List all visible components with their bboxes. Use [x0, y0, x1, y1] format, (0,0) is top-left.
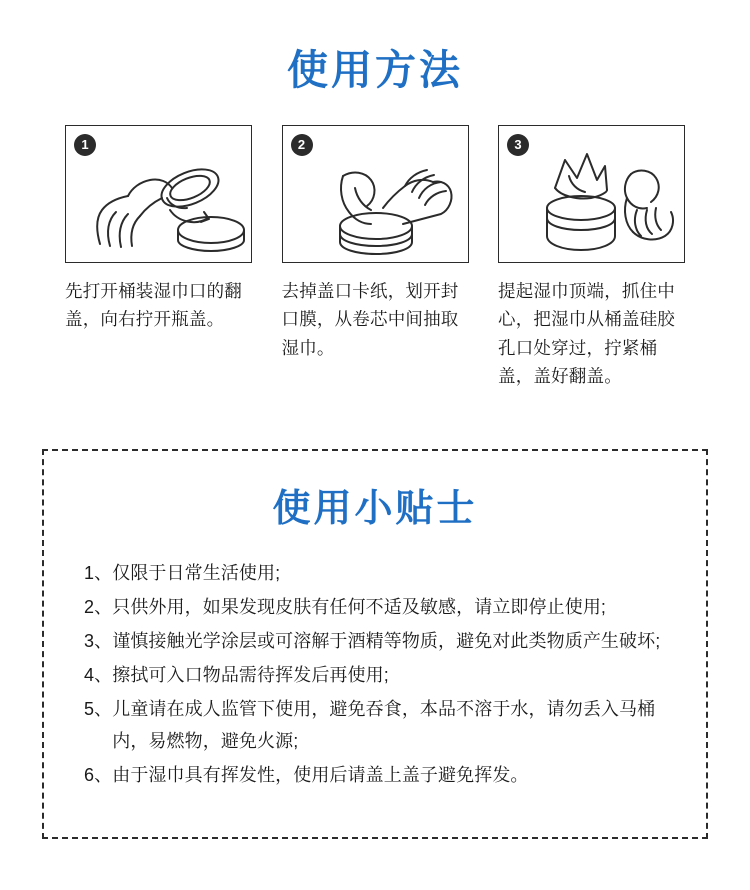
tip-number: 5、 — [84, 698, 113, 719]
tip-text: 擦拭可入口物品需待挥发后再使用; — [112, 664, 389, 685]
tip-number: 3、 — [84, 630, 113, 651]
hand-opening-lid-icon — [66, 126, 253, 264]
list-item — [84, 759, 672, 791]
list-item — [84, 693, 672, 757]
usage-tips-list — [44, 557, 706, 791]
step-1-number-badge: 1 — [74, 134, 96, 156]
usage-method-section — [0, 0, 750, 390]
step-1-caption: 先打开桶装湿巾口的翻盖，向右拧开瓶盖。 — [65, 281, 242, 330]
hand-pulling-wipe-icon — [499, 126, 686, 264]
list-item — [84, 557, 672, 589]
list-item — [84, 591, 672, 623]
usage-tips-title: 使用小贴士 — [272, 488, 478, 530]
step-3-caption: 提起湿巾顶端，抓住中心，把湿巾从桶盖硅胶孔口处穿过，拧紧桶盖，盖好翻盖。 — [498, 281, 675, 387]
list-item — [84, 659, 672, 691]
tip-text: 儿童请在成人监管下使用，避免吞食，本品不溶于水，请勿丢入马桶内，易燃物，避免火源; — [112, 698, 656, 751]
usage-step-1 — [65, 125, 252, 390]
tip-text: 只供外用，如果发现皮肤有任何不适及敏感，请立即停止使用; — [112, 596, 607, 617]
tip-text: 由于湿巾具有挥发性，使用后请盖上盖子避免挥发。 — [112, 764, 529, 785]
step-3-illustration — [498, 125, 685, 263]
step-2-caption: 去掉盖口卡纸，划开封口膜，从卷芯中间抽取湿巾。 — [281, 281, 459, 358]
usage-method-title: 使用方法 — [287, 47, 463, 93]
tip-text: 谨慎接触光学涂层或可溶解于酒精等物质，避免对此类物质产生破坏; — [112, 630, 661, 651]
tip-number: 6、 — [84, 764, 113, 785]
tip-number: 4、 — [84, 664, 113, 685]
list-item — [84, 625, 672, 657]
step-2-illustration — [282, 125, 469, 263]
usage-step-3 — [498, 125, 685, 390]
tip-number: 1、 — [84, 562, 113, 583]
tip-text: 仅限于日常生活使用; — [112, 562, 281, 583]
usage-steps-row — [65, 125, 685, 390]
hand-peeling-seal-icon — [283, 126, 470, 264]
tip-number: 2、 — [84, 596, 113, 617]
step-2-number-badge: 2 — [291, 134, 313, 156]
step-1-illustration — [65, 125, 252, 263]
usage-tips-section — [42, 449, 708, 839]
usage-step-2 — [282, 125, 469, 390]
step-3-number-badge: 3 — [507, 134, 529, 156]
